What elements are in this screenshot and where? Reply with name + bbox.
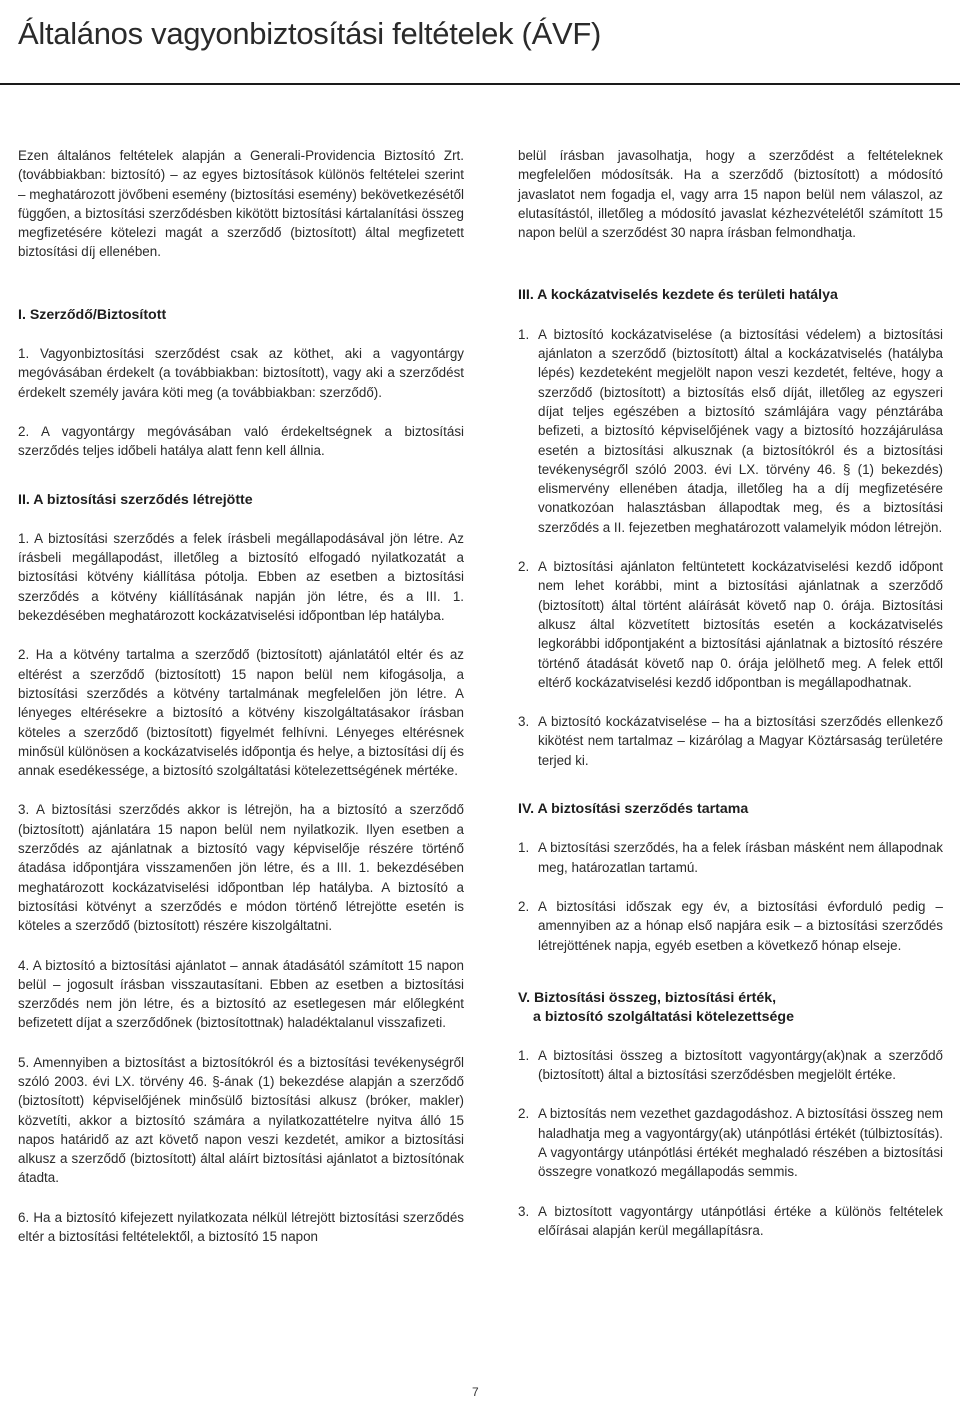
item-number: 6. [18,1209,34,1225]
item-number: 1. [18,530,35,546]
item-number: 1. [518,1047,530,1063]
item-text: A vagyontárgy megóvásában való érdekeltségnek a biztosítási szerződés teljes időbeli hatálya alatt fenn kell állnia. [18,423,464,459]
item-text: A biztosítási ajánlaton feltüntetett kockázatviselési kezdő időpont nem lehet korábbi, mint a biztosítási ajánlatnak a szerződő (biztosított) által történt aláírását követő nap 0. órája. Biztosítási alkusz által közvetített biztosítás esetén a kockázatviselés legkorábbi időpontjaként a biztosítási ajánlatnak a biztosító részére történő átadását követő nap 0. órája jelölhető meg. A felek ettől eltérő kockázatviselési kezdő időpontban is megállapodhatnak. [538,559,943,690]
list-item [518,712,943,770]
item-text: Ha a kötvény tartalma a szerződő (biztosított) ajánlatától eltér és az eltérést a szerződő (biztosított) 15 napon belül nem kifogásolja, a biztosítási szerződés a kötvény tartalmának megfelelően jön létre. A lényeges eltérésekre a biztosító a kötvény kiszolgáltatásakor írásban köteles a szerződő (biztosított) figyelmét felhívni. Lényeges eltérésnek minősül különösen a kockázatviselés időpontja és helye, a biztosítási díj és annak esedékessége, a biztosító szolgáltatási kötelezettségének mértéke. [18,647,464,779]
continued-paragraph: belül írásban javasolhatja, hogy a szerződést a feltételeknek megfelelően módosítsák. Ha a szerződő (biztosított) a módosító javaslatot nem fogadja el, vagy arra 15 napon belül nem válaszol, az elutasítástól, illetőleg a módosító javaslat kézhezvételétől számított 15 napon belül a szerződést 30 napra írásban felmondhatja. [518,148,943,241]
item-number: 2. [518,1106,530,1122]
list-item [18,800,464,935]
heading-line: a biztosító szolgáltatási kötelezettsége [533,1008,794,1025]
section-heading-2: II. A biztosítási szerződés létrejötte [18,491,253,508]
item-text: A biztosítási szerződés akkor is létrejön, ha a biztosító a szerződő (biztosított) ajánlatára 15 napon belül nem nyilatkozik. Ilyen esetben a szerződés az ajánlatnak a biztosító vagy képviselője részére történő átadása időpontjára visszamenően jön létre, és a III. 1. bekezdésében meghatározott kockázatviselési időpontban lép hatályba. A biztosító a biztosítási kötvényt a szerződés e módon történő létrejötte esetén is köteles a szerződő (biztosított) részére kiszolgáltatni. [18,802,464,934]
heading-line: V. Biztosítási összeg, biztosítási érték, [518,989,777,1006]
page-title: Általános vagyonbiztosítási feltételek (ÁVF) [18,16,601,51]
list-item [518,325,943,537]
item-number: 2. [18,423,41,439]
list-item [518,1046,943,1085]
item-text: A biztosítási szerződés a felek írásbeli megállapodásával jön létre. Az írásbeli megállapodást, illetőleg a biztosító elfogadó nyilatkozatát a biztosítási kötvény kiállítása pótolja. Ebben az esetben a biztosítási szerződés a kötvény kiállításának napján jön létre, és a III. 1. bekezdésében meghatározott kockázatviselési időpontban lép hatályba. [18,530,464,624]
item-text: A biztosítás nem vezethet gazdagodáshoz. A biztosítási összeg nem haladhatja meg a vagyontárgy(ak) utánpótlási értékét (túlbiztosítás). A vagyontárgy utánpótlási értékét meghaladó részében a biztosítási összegre vonatkozó megállapodás semmis. [538,1106,943,1180]
list-item [18,1053,464,1188]
item-text: A biztosítási összeg a biztosított vagyontárgy(ak)nak a szerződő (biztosított) által a biztosítási szerződésben megjelölt értéke. [538,1047,943,1083]
item-text: Ha a biztosító kifejezett nyilatkozata nélkül létrejött biztosítási szerződés eltér a biztosítási feltételektől, a biztosító 15 napon [18,1209,464,1245]
list-item [518,838,943,877]
title-divider [0,83,960,85]
section-heading-1: I. Szerződő/Biztosított [18,306,167,323]
item-number: 2. [18,647,36,663]
item-number: 5. [18,1054,34,1070]
item-number: 1. [518,326,530,342]
list-item [18,529,464,625]
item-number: 3. [518,714,530,730]
item-text: A biztosítási időszak egy év, a biztosítási évforduló pedig – amennyiben az a hónap első napjára esik – a biztosítási szerződés létrejöttének napja, egyéb esetben a következő hónap elseje. [538,898,943,953]
section-heading-3: III. A kockázatviselés kezdete és területi hatálya [518,287,838,304]
right-column [518,146,943,1260]
list-item [18,1208,464,1247]
item-text: A biztosító kockázatviselése (a biztosítási védelem) a biztosítási ajánlaton a szerződő (biztosított) által a kockázatviselés (hatályba lépés) kezdeteként megjelölt napon veszi kezdetét, feltéve, hogy a szerződő (biztosított) a biztosítás első díját, illetőleg az egyszeri díjat teljes egészében a biztosító számlájára vagy pénztárába befizeti, a biztosító képviselőjének vagy a biztosító hozzájárulása esetén a biztosítási alkusznak (a biztosítókról és a biztosítási tevékenységről szóló 2003. évi LX. törvény 46. § (1) bekezdés) elismervény ellenében átadja, illetőleg ha a díj megfizetésére vonatkozóan halasztásban állapodtak meg, és a biztosítási szerződés a II. fejezetben meghatározott valamelyik módon létrejön. [538,326,943,535]
list-item [18,956,464,1033]
item-text: A biztosítási szerződés, ha a felek írásban másként nem állapodnak meg, határozatlan tartamú. [538,840,943,875]
item-number: 1. [518,840,530,856]
item-number: 3. [18,802,36,818]
intro-paragraph: Ezen általános feltételek alapján a Generali-Providencia Biztosító Zrt. (továbbiakban: biztosító) – az egyes biztosítások különös feltételei szerint – meghatározott jövőbeni esemény (biztosítási esemény) bekövetkezésétől függően, a biztosítási szerződésben kikötött biztosítási kártalanítási összeg megfizetésére kötelezi magát a szerződő (biztosított) által megfizetett biztosítási díj ellenében. [18,148,464,260]
section-heading-5 [518,989,943,1027]
left-column [18,146,464,1266]
list-item [518,1202,943,1241]
item-text: A biztosító kockázatviselése – ha a biztosítási szerződés ellenkező kikötést nem tartalmaz – kizárólag a Magyar Köztársaság területére terjed ki. [538,714,943,768]
list-item [518,1104,943,1181]
section-heading-4: IV. A biztosítási szerződés tartama [518,801,749,818]
item-number: 2. [518,898,530,914]
item-number: 1. [18,346,41,362]
item-number: 3. [518,1203,530,1219]
item-number: 4. [18,957,33,973]
list-item [518,897,943,955]
item-number: 2. [518,559,530,575]
item-text: A biztosított vagyontárgy utánpótlási értéke a különös feltételek előírásai alapján kerül megállapításra. [538,1203,943,1238]
item-text: A biztosító a biztosítási ajánlatot – annak átadásától számított 15 napon belül – jogosult írásban visszautasítani. Ebben az esetben a biztosítási szerződés nem jön létre, és a biztosító az esetlegesen már előlegként befizetett díjat a szerződőnek (biztosítottnak) haladéktalanul visszafizeti. [18,957,464,1031]
list-item [518,557,943,692]
item-text: Amennyiben a biztosítást a biztosítókról és a biztosítási tevékenységről szóló 2003. évi LX. törvény 46. §-ának (1) bekezdése alapján a szerződő (biztosított) képviselőjének minősülő biztosítási alkusz (bróker, makler) közvetíti, akkor a biztosító számára a nyilatkozattételre nyitva álló 15 napos határidő az azt követő napon veszi kezdetét, amikor a biztosítási alkusz a szerződő (biztosított) által aláírt biztosítási ajánlatot a biztosítónak átadta. [18,1054,464,1186]
item-text: Vagyonbiztosítási szerződést csak az köthet, aki a vagyontárgy megóvásában érdekelt (a továbbiakban: biztosított), vagy aki a szerződést érdekelt személy javára köti meg (a továbbiakban: szerződő). [18,346,465,400]
list-item [18,645,464,780]
list-item [18,344,464,402]
list-item [18,422,464,461]
page-number: 7 [472,1385,479,1399]
